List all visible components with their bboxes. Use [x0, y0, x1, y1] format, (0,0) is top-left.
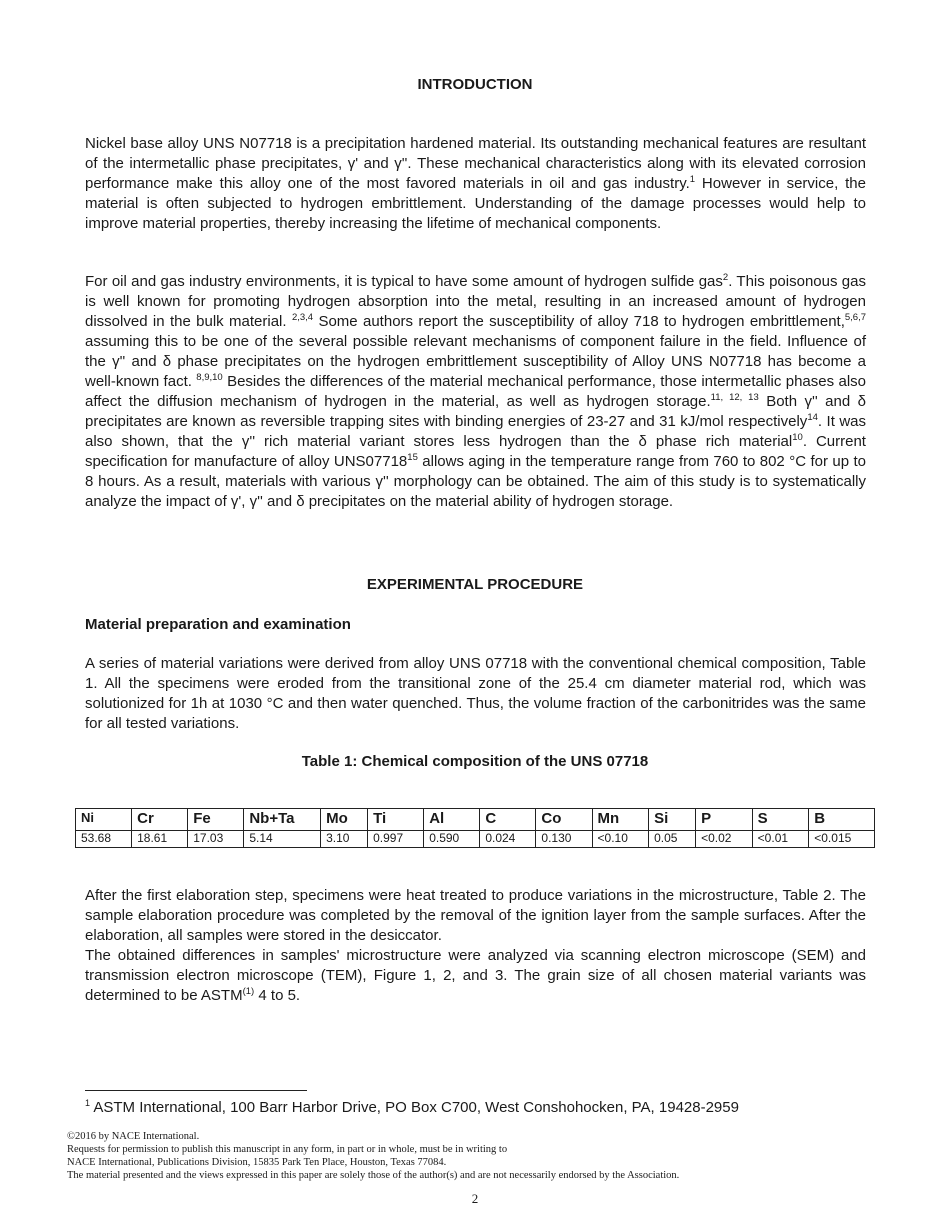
- table-cell: 0.05: [649, 831, 696, 848]
- page-number: 2: [471, 1191, 479, 1206]
- intro-paragraph-2: For oil and gas industry environments, it is typical to have some amount of hydrogen sulfide gas$^2$. This poisonous gas is well known for promoting hydrogen absorption into the metal, resulting in an increased amount of hydrogen dissolved in the bulk material. $^{2,3,4}$ Some authors report the susceptibility of alloy 718 to hydrogen embrittlement,$^{5,6,7}$ assuming this to be one of the several possible relevant mechanisms of component failure in the field. Influence of the γ'' and δ phase precipitates on the hydrogen embrittlement susceptibility of Alloy UNS N07718 has become a well-known fact. $^{8,9,10}$ Besides the differences of the material mechanical performance, those intermetallic phases also affect the diffusion mechanism of hydrogen in the material, as well as hydrogen storage.$^{11, 12, 13}$ Both γ'' and δ precipitates are known as reversible trapping sites with binding energies of 23-27 and 31 kJ/mol respectively$^{14}$. It was also shown, that the γ'' rich material variant stores less hydrogen than the δ phase rich material$^{10}$. Current specification for manufacture of alloy UNS07718$^{15}$ allows aging in the temperature range from 760 to 802 °C for up to 8 hours. As a result, materials with various γ'' morphology can be obtained. The aim of this study is to systematically analyze the impact of γ', γ'' and δ precipitates on the material ability of hydrogen storage.: [85, 272, 867, 510]
- prep-paragraph: A series of material variations were derived from alloy UNS 07718 with the conventional chemical composition, Table 1. All the specimens were eroded from the transitional zone of the 25.4 cm diameter material rod, which was solutionized for 1h at 1030 °C and then water quenched. Thus, the volume fraction of the carbonitrides was the same for all tested variations.: [85, 655, 866, 732]
- table-header-cell: Cr: [132, 809, 188, 831]
- elaboration-paragraph: After the first elaboration step, specimens were heat treated to produce variations in the microstructure, Table 2. The sample elaboration procedure was completed by the removal of the ignition layer from the sample surfaces. After the elaboration, all samples were stored in the desiccator.: [85, 887, 866, 944]
- table-caption: Table 1: Chemical composition of the UNS 07718: [301, 753, 649, 770]
- table-cell: 0.997: [368, 831, 424, 848]
- table-header-cell: Al: [424, 809, 480, 831]
- table-header-cell: Mo: [321, 809, 368, 831]
- table-cell: 18.61: [132, 831, 188, 848]
- table-cell: 5.14: [244, 831, 321, 848]
- table-header-cell: C: [480, 809, 536, 831]
- table-header-cell: Co: [536, 809, 592, 831]
- table-header-row: [76, 809, 875, 831]
- table-cell: <0.10: [592, 831, 649, 848]
- table-header-cell: Ni: [76, 809, 132, 831]
- footnote: $^1$ ASTM International, 100 Barr Harbor Drive, PO Box C700, West Conshohocken, PA, 19428-2959: [85, 1098, 739, 1116]
- table-header-cell: S: [752, 809, 809, 831]
- copyright-notice: ©2016 by NACE International. Requests for permission to publish this manuscript in any form, in part or in whole, must be in writing to NACE International, Publications Division, 15835 Park Ten Place, Houston, Texas 77084. The material presented and the views expressed in this paper are solely those of the author(s) and are not necessarily endorsed by the Association.: [67, 1131, 680, 1181]
- table-cell: 17.03: [188, 831, 244, 848]
- table-cell: <0.01: [752, 831, 809, 848]
- table-header-cell: P: [696, 809, 753, 831]
- experimental-heading: EXPERIMENTAL PROCEDURE: [366, 576, 584, 593]
- table-cell: 3.10: [321, 831, 368, 848]
- table-header-cell: Ti: [368, 809, 424, 831]
- intro-paragraph-1: Nickel base alloy UNS N07718 is a precipitation hardened material. Its outstanding mechanical features are resultant of the intermetallic phase precipitates, γ' and γ''. These mechanical characteristics along with its elevated corrosion performance make this alloy one of the most favored materials in oil and gas industry.$^1$ However in service, the material is often subjected to hydrogen embrittlement. Understanding of the damage processes would help to improve material properties, thereby increasing the lifetime of mechanical components.: [85, 135, 866, 232]
- table-cell: 0.024: [480, 831, 536, 848]
- table-cell: 0.130: [536, 831, 592, 848]
- table-header-cell: Fe: [188, 809, 244, 831]
- footnote-divider: [85, 1090, 307, 1091]
- table-header-cell: Si: [649, 809, 696, 831]
- table-header-cell: B: [809, 809, 875, 831]
- microstructure-paragraph: The obtained differences in samples' microstructure were analyzed via scanning electron microscope (SEM) and transmission electron microscope (TEM), Figure 1, 2, and 3. The grain size of all chosen material variants was determined to be ASTM$^{(1)}$ 4 to 5.: [85, 947, 866, 1004]
- table-cell: 0.590: [424, 831, 480, 848]
- table-header-cell: Mn: [592, 809, 649, 831]
- table-header-cell: Nb+Ta: [244, 809, 321, 831]
- table-cell: 53.68: [76, 831, 132, 848]
- table-row: [76, 831, 875, 848]
- introduction-heading: INTRODUCTION: [417, 76, 533, 93]
- table-cell: <0.015: [809, 831, 875, 848]
- composition-table: [75, 808, 875, 848]
- table-cell: <0.02: [696, 831, 753, 848]
- material-prep-subheading: Material preparation and examination: [85, 616, 351, 633]
